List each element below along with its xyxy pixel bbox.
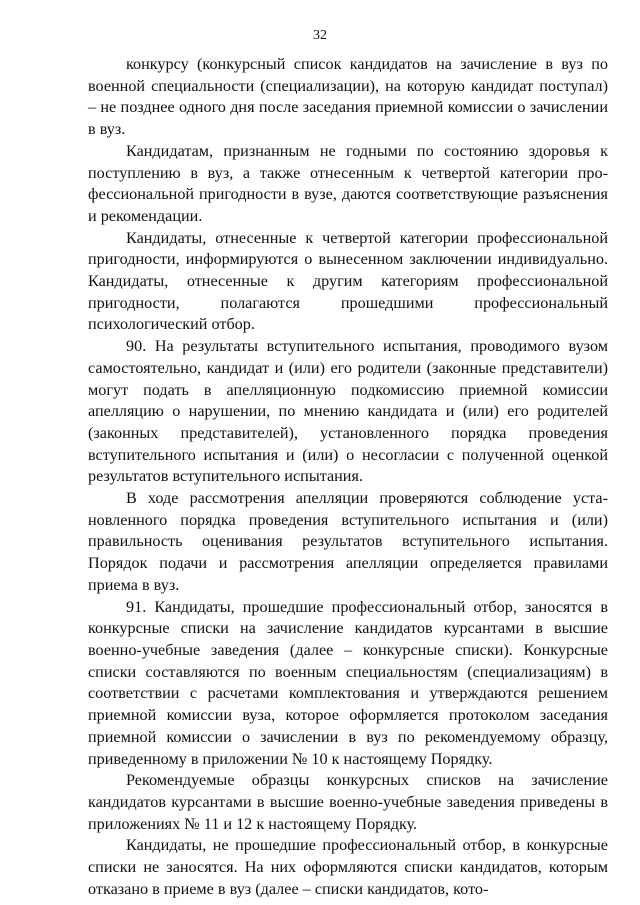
paragraph-91-competitive-lists: 91. Кандидаты, прошедшие профессиональный отбор, заносятся в конкурсные списки на зачисление кандидатов курсантами в высшие военно-учебные заведения (далее – конкурсные списки). Конкурсные списки составляются по военным специальностям (специализациям) в соответствии с расчетами комплектования и утверждаются решением приемной комиссии вуза, которое оформляется протоколом заседания приемной комиссии о зачислении в вуз по рекомендуемому образцу, приведенному в приложении № 10 к настоящему Порядку. <box>88 597 608 768</box>
page-number: 32 <box>313 28 327 43</box>
document-text-body <box>88 54 608 900</box>
paragraph-health-candidates: Кандидатам, признанным не годными по состоянию здоровья к поступлению в вуз, а также отнесенным к четвертой категории профессиональной пригодности в вузе, даются соответствующие разъяснения и рекомендации. <box>88 141 608 225</box>
paragraph-appeal-review: В ходе рассмотрения апелляции проверяются соблюдение установленного порядка проведения вступительного испытания и (или) правильность оценивания результатов вступительного испытания. Порядок подачи и рассмотрения апелляции определяется правилами приема в вуз. <box>88 489 608 594</box>
paragraph-sample-lists: Рекомендуемые образцы конкурсных списков на зачисление кандидатов курсантами в высшие военно-учебные заведения приведены в приложениях № 11 и 12 к настоящему Порядку. <box>88 771 608 833</box>
paragraph-rejected-candidates: Кандидаты, не прошедшие профессиональный отбор, в конкурсные списки не заносятся. На них оформляются списки кандидатов, которым отказано в приеме в вуз (далее – списки кандидатов, кото- <box>88 836 608 898</box>
paragraph-continuation: конкурсу (конкурсный список кандидатов на зачисление в вуз по военной специальности (специализации), на которую кандидат поступал) – не позднее одного дня после заседания приемной комиссии о зачислении в вуз. <box>88 55 608 139</box>
paragraph-fourth-category: Кандидаты, отнесенные к четвертой категории профессиональной пригодности, информируются о вынесенном заключении индивидуально. Кандидаты, отнесенные к другим категориям профессиональной пригодности, полагаются прошедшими профессиональный психологический отбор. <box>88 228 608 334</box>
paragraph-90-appeal: 90. На результаты вступительного испытания, проводимого вузом самостоятельно, кандидат и (или) его родители (законные представители) могут подать в апелляционную подкомиссию приемной комиссии апелляцию о нарушении, по мнению кандидата и (или) его родителей (законных представителей), установленного порядка проведения вступительного испытания и (или) о несогласии с полученной оценкой результатов вступительного испытания. <box>88 337 608 486</box>
